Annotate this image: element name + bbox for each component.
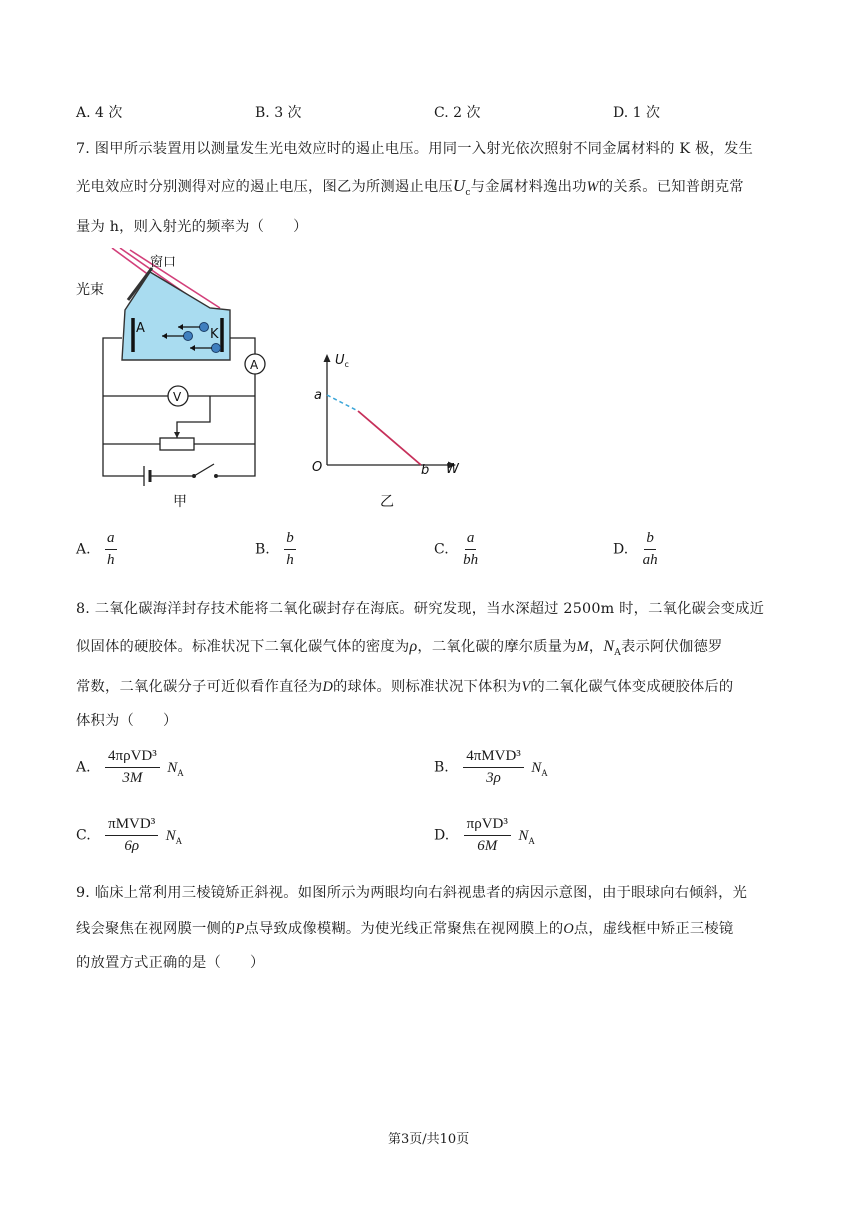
q8-line-1: 8. 二氧化碳海洋封存技术能将二氧化碳封存在海底。研究发现，当水深超过 2500m 时，二氧化碳会变成近 — [76, 601, 765, 617]
beam-label: 光束 — [76, 282, 104, 298]
figure-yi-caption: 乙 — [380, 494, 394, 510]
phototube-circuit-diagram — [70, 248, 285, 513]
uc-vs-w-graph — [300, 340, 480, 515]
voltmeter-label: V — [173, 390, 182, 404]
q6-option-a: A. 4 次 — [76, 105, 123, 121]
electron-1 — [200, 323, 209, 332]
x-axis-label: W — [446, 462, 459, 477]
origin-label: O — [312, 460, 323, 475]
switch — [194, 464, 214, 476]
q7-option-d: D. $\frac{b}{ah}$ — [613, 530, 658, 568]
q7-line-2: 光电效应时分别测得对应的遏止电压，图乙为所测遏止电压$U_c$与金属材料逸出功W的关系。已知普朗克常 — [76, 176, 744, 198]
q6-option-d: D. 1 次 — [613, 105, 660, 121]
graph-measured-line — [358, 411, 421, 465]
page-number-footer: 第3页/共10页 — [388, 1132, 470, 1147]
q7-option-b: B. $\frac{b}{h}$ — [255, 530, 294, 568]
a-intercept-label: a — [314, 388, 322, 403]
cathode-label: K — [210, 327, 219, 342]
q8-option-b: B. $\frac{\text{4πMVD³}}{3\rho}$ $N_A$ — [434, 748, 548, 786]
q8-line-4: 体积为（ ） — [76, 713, 178, 729]
q8-line-3: 常数，二氧化碳分子可近似看作直径为D的球体。则标准状况下体积为V的二氧化碳气体变成硬胶体后的 — [76, 679, 734, 695]
figure-jia-caption: 甲 — [173, 494, 187, 510]
q8-option-c: C. $\frac{\text{πMVD³}}{6\rho}$ $N_A$ — [76, 816, 183, 854]
q7-line-3: 量为 h，则入射光的频率为（ ） — [76, 219, 308, 235]
graph-extrapolated-segment — [327, 395, 358, 411]
y-axis-label: $U_c$ — [335, 353, 349, 369]
q8-option-a: A. $\frac{\text{4πρVD³}}{3M}$ $N_A$ — [76, 748, 184, 786]
q9-line-3: 的放置方式正确的是（ ） — [76, 955, 265, 971]
q7-line-1: 7. 图甲所示装置用以测量发生光电效应时的遏止电压。用同一入射光依次照射不同金属材料的 K 极，发生 — [76, 141, 754, 157]
ammeter-label: A — [250, 358, 259, 372]
rheostat — [160, 438, 194, 450]
q9-line-1: 9. 临床上常利用三棱镜矫正斜视。如图所示为两眼均向右斜视患者的病因示意图，由于眼球向右倾斜，光 — [76, 885, 748, 901]
window-label: 窗口 — [150, 255, 177, 270]
q6-option-b: B. 3 次 — [255, 105, 302, 121]
q7-option-c: C. $\frac{a}{bh}$ — [434, 530, 479, 568]
b-intercept-label: b — [421, 463, 430, 478]
q6-option-c: C. 2 次 — [434, 105, 481, 121]
q8-line-2: 似固体的硬胶体。标准状况下二氧化碳气体的密度为ρ，二氧化碳的摩尔质量为M，$N_A$表示阿伏伽德罗 — [76, 638, 723, 658]
electron-2 — [184, 332, 193, 341]
anode-label: A — [136, 321, 145, 336]
q7-option-a: A. $\frac{a}{h}$ — [76, 530, 115, 568]
electron-3 — [212, 344, 221, 353]
q8-option-d: D. $\frac{\text{πρVD³}}{6M}$ $N_A$ — [434, 816, 535, 854]
q9-line-2: 线会聚焦在视网膜一侧的P点导致成像模糊。为使光线正常聚焦在视网膜上的O点，虚线框中矫正三棱镜 — [76, 921, 734, 937]
